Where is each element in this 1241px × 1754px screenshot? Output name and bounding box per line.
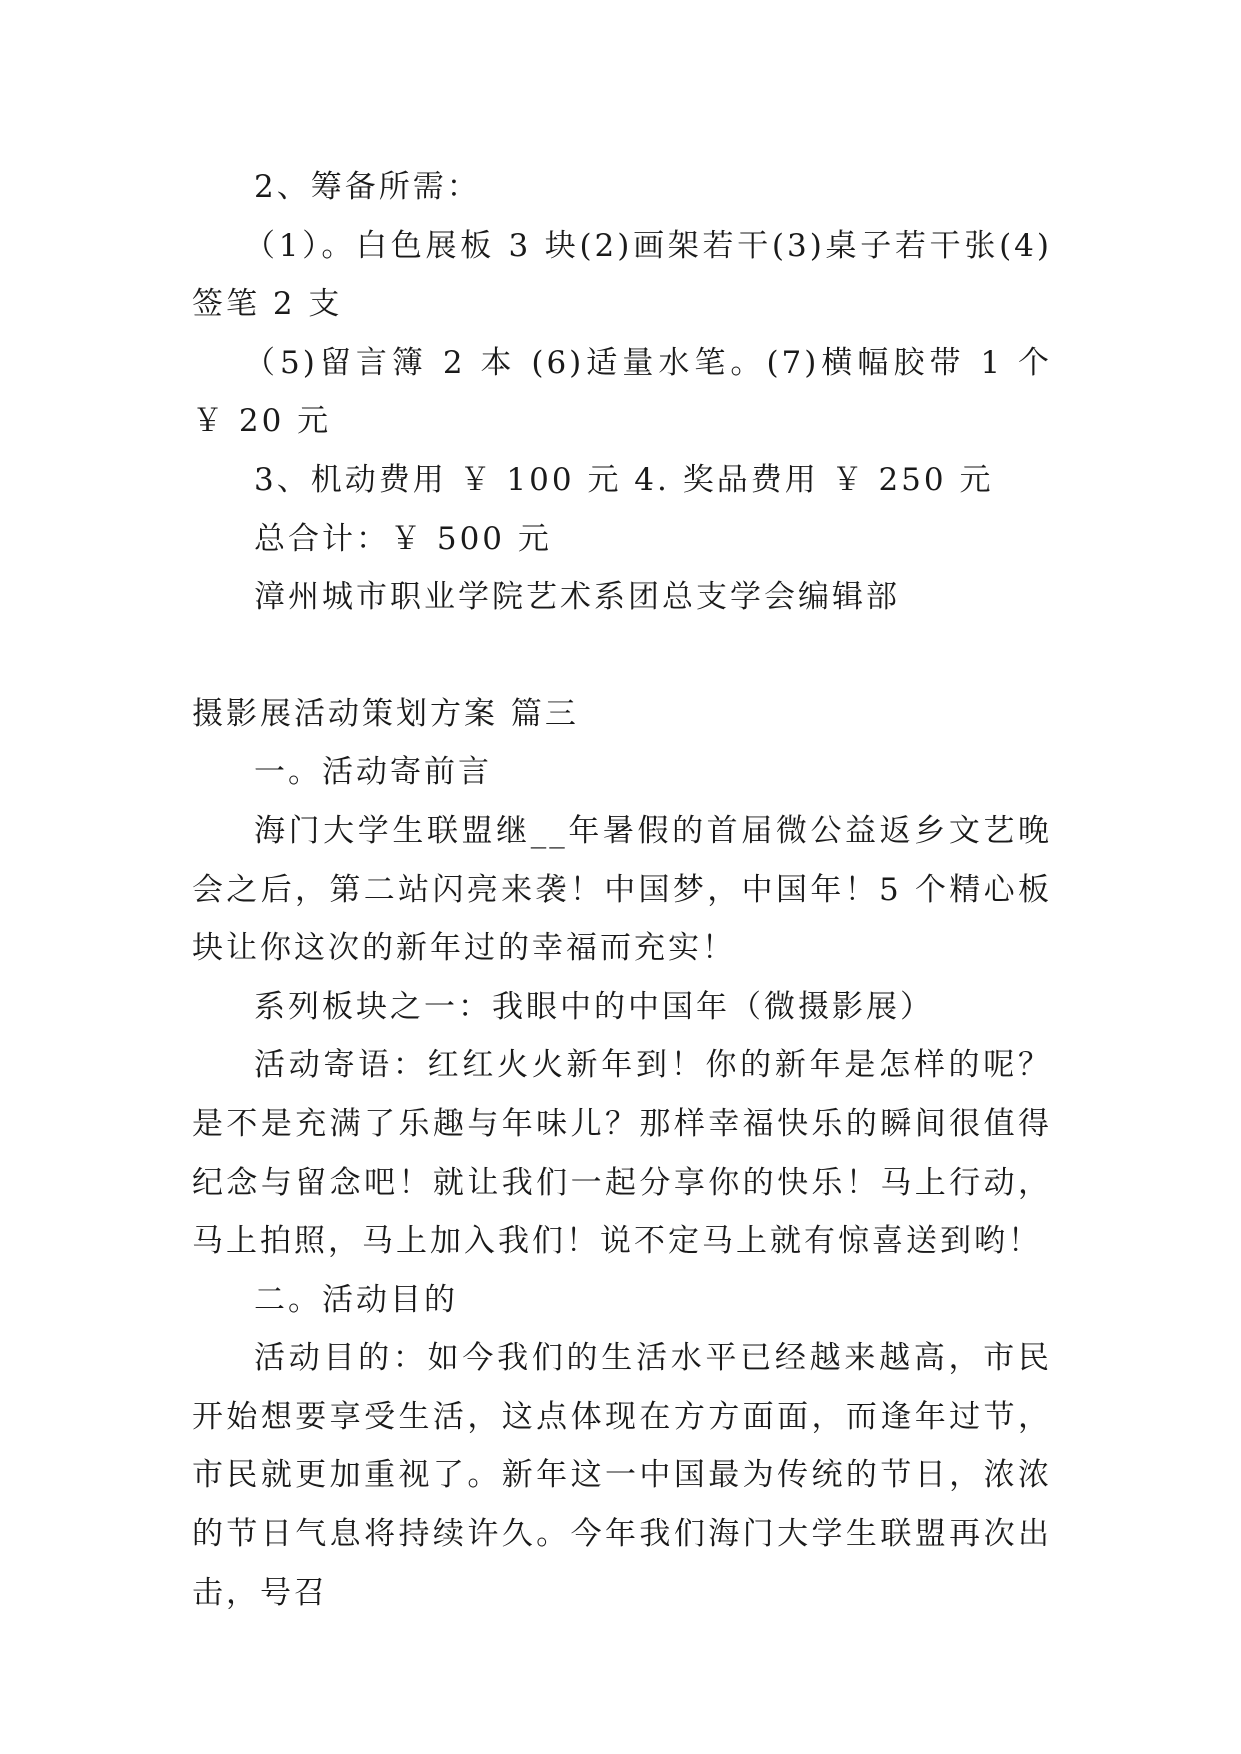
- paragraph-preface-body: 海门大学生联盟继__年暑假的首届微公益返乡文艺晚会之后，第二站闪亮来袭！中国梦，中国年！5 个精心板块让你这次的新年过的幸福而充实！: [192, 812, 1052, 967]
- paragraph-purpose-body: 活动目的：如今我们的生活水平已经越来越高，市民开始想要享受生活，这点体现在方方面面，而逢年过节，市民就更加重视了。新年这一中国最为传统的节日，浓浓的节日气息将持续许久。今年我们海门大学生联盟再次出击，号召: [192, 1340, 1052, 1611]
- heading-preface: 一。活动寄前言: [254, 754, 492, 791]
- paragraph-series-one: 系列板块之一：我眼中的中国年（微摄影展）: [254, 988, 934, 1025]
- section-title: 摄影展活动策划方案 篇三: [192, 695, 579, 732]
- paragraph-organizer: 漳州城市职业学院艺术系团总支学会编辑部: [254, 579, 900, 616]
- paragraph-misc-costs: 3、机动费用 ￥ 100 元 4. 奖品费用 ￥ 250 元: [254, 461, 994, 498]
- paragraph-materials-list-2: （5)留言簿 2 本 (6)适量水笔。(7)横幅胶带 1 个 ￥ 20 元: [192, 344, 1052, 440]
- paragraph-activity-message: 活动寄语：红红火火新年到！你的新年是怎样的呢？是不是充满了乐趣与年味儿？那样幸福快乐的瞬间很值得纪念与留念吧！就让我们一起分享你的快乐！马上行动，马上拍照，马上加入我们！说不定马上就有惊喜送到哟！: [192, 1047, 1052, 1260]
- paragraph-total: 总合计：￥ 500 元: [254, 520, 552, 557]
- paragraph-preparation-needs: 2、筹备所需：: [254, 169, 481, 205]
- heading-purpose: 二。活动目的: [254, 1281, 458, 1318]
- paragraph-materials-list-1: （1）。白色展板 3 块(2)画架若干(3)桌子若干张(4)签笔 2 支: [192, 227, 1052, 323]
- document-body: [192, 158, 1052, 1622]
